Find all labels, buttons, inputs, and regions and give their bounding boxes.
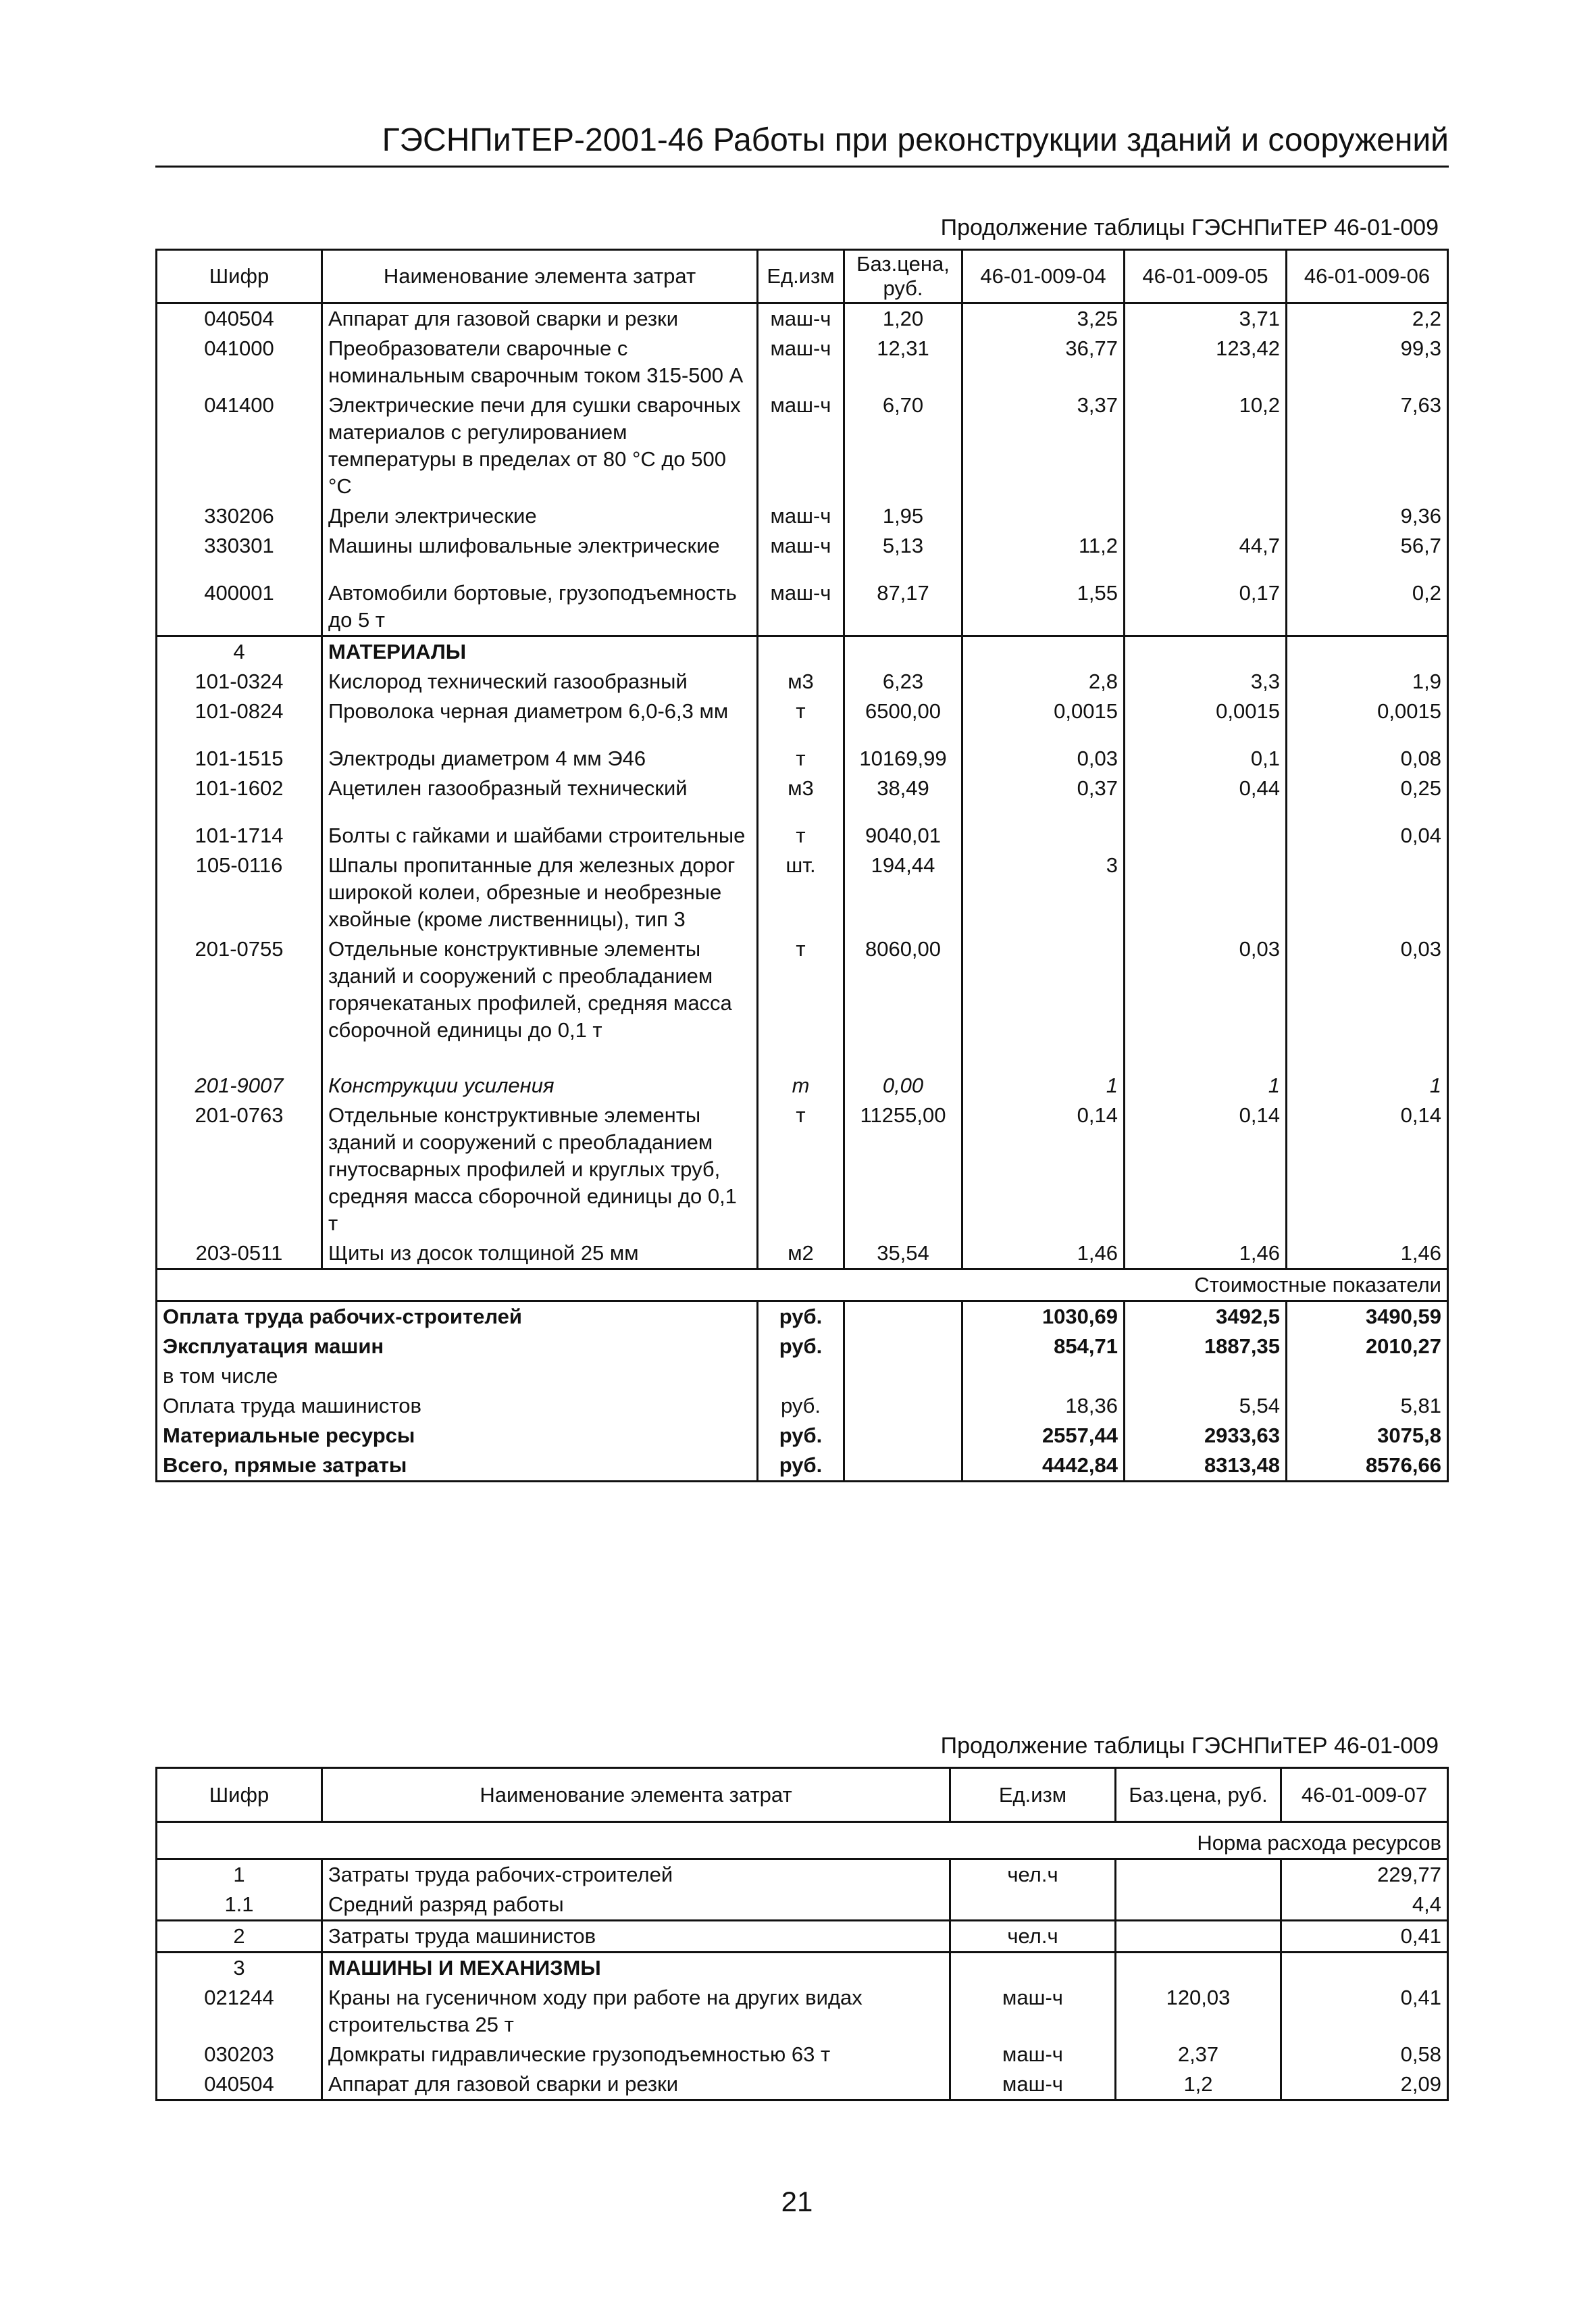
table-row: [157, 2040, 1448, 2069]
cell-v1: 3: [962, 851, 1125, 934]
cell-name: Кислород технический газообразный: [322, 667, 758, 697]
resource-norm-band: [157, 1822, 1448, 1859]
header-price: Баз.цена, руб.: [844, 250, 962, 303]
cell-price: 0,00: [844, 1045, 962, 1101]
cell-v1: 0,58: [1281, 2040, 1448, 2069]
cell-code: 330301: [157, 531, 322, 561]
cell-v1: 1: [962, 1045, 1125, 1101]
summary-v2: 5,54: [1125, 1391, 1287, 1421]
summary-v1: [962, 1361, 1125, 1391]
cell-code: 203-0511: [157, 1238, 322, 1269]
cell-v3: 0,2: [1287, 561, 1448, 636]
cell-price: 11255,00: [844, 1101, 962, 1238]
cell-v2: [1125, 851, 1287, 934]
summary-label: Оплата труда рабочих-строителей: [157, 1301, 758, 1332]
table-row: [157, 697, 1448, 726]
page-header: ГЭСНПиТЕР-2001-46 Работы при реконструкции зданий и сооружений: [382, 122, 1449, 158]
section-code: 3: [157, 1953, 322, 1984]
cell-v2: 0,03: [1125, 934, 1287, 1045]
cell-price: 5,13: [844, 531, 962, 561]
cell-code: 101-0324: [157, 667, 322, 697]
table-row: [157, 334, 1448, 391]
table-row: [157, 774, 1448, 803]
cell-code: 041000: [157, 334, 322, 391]
header-col-06: 46-01-009-06: [1287, 250, 1448, 303]
cell-v2: 10,2: [1125, 391, 1287, 501]
table-row: [157, 2069, 1448, 2101]
table-row: [157, 1983, 1448, 2040]
table2-caption: Продолжение таблицы ГЭСНПиТЕР 46-01-009: [940, 1733, 1439, 1759]
cell-v3: 9,36: [1287, 501, 1448, 531]
table-row: [157, 667, 1448, 697]
cell-code: 101-1515: [157, 726, 322, 774]
cell-v1: 0,03: [962, 726, 1125, 774]
cell-v1: 0,37: [962, 774, 1125, 803]
summary-row: [157, 1361, 1448, 1391]
cell-name: Отдельные конструктивные элементы зданий и сооружений с преобладанием гнутосварных профилей и круглых труб, средняя масса сборочной единицы до 0,1 т: [322, 1101, 758, 1238]
cell-name: Конструкции усиления: [322, 1045, 758, 1101]
cell-v3: 7,63: [1287, 391, 1448, 501]
cell-price: 8060,00: [844, 934, 962, 1045]
cell-unit: т: [758, 803, 844, 851]
cell-unit: т: [758, 697, 844, 726]
cell-price: 12,31: [844, 334, 962, 391]
band-label: Стоимостные показатели: [157, 1269, 1448, 1301]
table-row: [157, 531, 1448, 561]
cell-v2: 1,46: [1125, 1238, 1287, 1269]
cell-price: 2,37: [1116, 2040, 1281, 2069]
cell-unit: т: [758, 726, 844, 774]
cell-name: Аппарат для газовой сварки и резки: [322, 2069, 950, 2101]
cell-price: 120,03: [1116, 1983, 1281, 2040]
cell-code: 2: [157, 1921, 322, 1953]
cell-name: Затраты труда рабочих-строителей: [322, 1859, 950, 1890]
table2-header-row: [157, 1768, 1448, 1822]
cell-code: 040504: [157, 303, 322, 334]
cell-unit: маш-ч: [758, 303, 844, 334]
table-row: [157, 561, 1448, 636]
header-col-05: 46-01-009-05: [1125, 250, 1287, 303]
cell-code: 021244: [157, 1983, 322, 2040]
cell-unit: м3: [758, 774, 844, 803]
summary-v3: 3075,8: [1287, 1421, 1448, 1451]
header-code: Шифр: [157, 250, 322, 303]
cell-price: 38,49: [844, 774, 962, 803]
summary-label: Всего, прямые затраты: [157, 1451, 758, 1482]
summary-unit: руб.: [758, 1421, 844, 1451]
cell-code: 101-1714: [157, 803, 322, 851]
cell-name: Отдельные конструктивные элементы зданий и сооружений с преобладанием горячекатаных профилей, средняя масса сборочной единицы до 0,1 т: [322, 934, 758, 1045]
summary-v3: 2010,27: [1287, 1332, 1448, 1361]
cell-v2: 0,17: [1125, 561, 1287, 636]
cell-name: Шпалы пропитанные для железных дорог широкой колеи, обрезные и необрезные хвойные (кроме лиственницы), тип 3: [322, 851, 758, 934]
header-name: Наименование элемента затрат: [322, 1768, 950, 1822]
summary-v1: 854,71: [962, 1332, 1125, 1361]
cell-v1: 229,77: [1281, 1859, 1448, 1890]
cell-v1: 0,41: [1281, 1921, 1448, 1953]
cell-v1: 36,77: [962, 334, 1125, 391]
cell-name: Затраты труда машинистов: [322, 1921, 950, 1953]
cell-v2: [1125, 501, 1287, 531]
cell-unit: т: [758, 934, 844, 1045]
cell-unit: маш-ч: [758, 391, 844, 501]
cell-unit: маш-ч: [758, 501, 844, 531]
cell-v2: 3,3: [1125, 667, 1287, 697]
summary-row: [157, 1451, 1448, 1482]
cell-price: [1116, 1890, 1281, 1921]
summary-v1: 1030,69: [962, 1301, 1125, 1332]
cell-name: Средний разряд работы: [322, 1890, 950, 1921]
summary-v2: 8313,48: [1125, 1451, 1287, 1482]
cell-v3: 1,9: [1287, 667, 1448, 697]
cell-v3: 56,7: [1287, 531, 1448, 561]
header-price: Баз.цена, руб.: [1116, 1768, 1281, 1822]
cell-v1: 3,37: [962, 391, 1125, 501]
cell-price: [1116, 1921, 1281, 1953]
table-row: [157, 726, 1448, 774]
cell-v3: 1,46: [1287, 1238, 1448, 1269]
cell-name: Автомобили бортовые, грузоподъемность до 5 т: [322, 561, 758, 636]
header-unit: Ед.изм: [758, 250, 844, 303]
summary-v2: 1887,35: [1125, 1332, 1287, 1361]
cell-code: 105-0116: [157, 851, 322, 934]
cell-v1: 0,41: [1281, 1983, 1448, 2040]
cell-price: 35,54: [844, 1238, 962, 1269]
cell-name: Дрели электрические: [322, 501, 758, 531]
cell-v3: 1: [1287, 1045, 1448, 1101]
table-row: [157, 851, 1448, 934]
cell-unit: т: [758, 1045, 844, 1101]
header-unit: Ед.изм: [950, 1768, 1116, 1822]
cell-v3: 0,14: [1287, 1101, 1448, 1238]
cell-code: 201-0755: [157, 934, 322, 1045]
cell-v3: [1287, 851, 1448, 934]
header-col-04: 46-01-009-04: [962, 250, 1125, 303]
table1-header-row: [157, 250, 1448, 303]
table2: [155, 1767, 1449, 2101]
cell-name: Домкраты гидравлические грузоподъемностью 63 т: [322, 2040, 950, 2069]
cell-unit: чел.ч: [950, 1859, 1116, 1890]
cell-name: Проволока черная диаметром 6,0-6,3 мм: [322, 697, 758, 726]
summary-row: [157, 1421, 1448, 1451]
cell-v3: 0,04: [1287, 803, 1448, 851]
table-row: [157, 391, 1448, 501]
cell-v1: 1,55: [962, 561, 1125, 636]
summary-v1: 2557,44: [962, 1421, 1125, 1451]
cell-price: 10169,99: [844, 726, 962, 774]
summary-unit: руб.: [758, 1451, 844, 1482]
summary-unit: руб.: [758, 1301, 844, 1332]
cell-unit: шт.: [758, 851, 844, 934]
header-name: Наименование элемента затрат: [322, 250, 758, 303]
cell-code: 1: [157, 1859, 322, 1890]
summary-unit: руб.: [758, 1391, 844, 1421]
cell-v3: 2,2: [1287, 303, 1448, 334]
cell-name: Аппарат для газовой сварки и резки: [322, 303, 758, 334]
cell-price: [1116, 1859, 1281, 1890]
table-row: [157, 1238, 1448, 1269]
cell-code: 330206: [157, 501, 322, 531]
cell-v1: 1,46: [962, 1238, 1125, 1269]
summary-label: Оплата труда машинистов: [157, 1391, 758, 1421]
summary-v3: 3490,59: [1287, 1301, 1448, 1332]
cell-name: Преобразователи сварочные с номинальным сварочным током 315-500 А: [322, 334, 758, 391]
cell-unit: маш-ч: [758, 334, 844, 391]
summary-unit: [758, 1361, 844, 1391]
cell-price: 6,23: [844, 667, 962, 697]
cell-price: 9040,01: [844, 803, 962, 851]
cell-unit: маш-ч: [758, 561, 844, 636]
cell-unit: т: [758, 1101, 844, 1238]
table-row: [157, 1921, 1448, 1953]
summary-v1: 18,36: [962, 1391, 1125, 1421]
summary-unit: руб.: [758, 1332, 844, 1361]
cell-price: 6,70: [844, 391, 962, 501]
cell-unit: маш-ч: [950, 2040, 1116, 2069]
cell-v1: [962, 803, 1125, 851]
cell-v3: 0,25: [1287, 774, 1448, 803]
cell-name: Ацетилен газообразный технический: [322, 774, 758, 803]
cell-price: 1,2: [1116, 2069, 1281, 2101]
cell-unit: м3: [758, 667, 844, 697]
cell-code: 400001: [157, 561, 322, 636]
table-row: [157, 1890, 1448, 1921]
table-row: [157, 501, 1448, 531]
cell-v2: 44,7: [1125, 531, 1287, 561]
table1: [155, 249, 1449, 1482]
page-number: 21: [781, 2186, 813, 2217]
cost-indicators-band: [157, 1269, 1448, 1301]
table-row: [157, 934, 1448, 1045]
summary-v3: 8576,66: [1287, 1451, 1448, 1482]
section-title: МАТЕРИАЛЫ: [322, 636, 758, 668]
cell-v1: 0,0015: [962, 697, 1125, 726]
cell-unit: м2: [758, 1238, 844, 1269]
cell-v1: 3,25: [962, 303, 1125, 334]
band-label: Норма расхода ресурсов: [157, 1822, 1448, 1859]
header-code: Шифр: [157, 1768, 322, 1822]
cell-name: Машины шлифовальные электрические: [322, 531, 758, 561]
cell-v2: [1125, 803, 1287, 851]
cell-v1: [962, 501, 1125, 531]
summary-label: Эксплуатация машин: [157, 1332, 758, 1361]
cell-unit: маш-ч: [950, 1983, 1116, 2040]
cell-v2: 0,44: [1125, 774, 1287, 803]
cell-v1: 0,14: [962, 1101, 1125, 1238]
section-row-materials: [157, 636, 1448, 668]
header-rule: [155, 166, 1449, 168]
summary-v2: 2933,63: [1125, 1421, 1287, 1451]
cell-price: 1,95: [844, 501, 962, 531]
cell-v3: 0,03: [1287, 934, 1448, 1045]
cell-code: 030203: [157, 2040, 322, 2069]
table1-caption: Продолжение таблицы ГЭСНПиТЕР 46-01-009: [940, 215, 1439, 241]
summary-v3: [1287, 1361, 1448, 1391]
table-row: [157, 1101, 1448, 1238]
cell-v3: 99,3: [1287, 334, 1448, 391]
cell-v2: 3,71: [1125, 303, 1287, 334]
cell-name: Электрические печи для сушки сварочных материалов с регулированием температуры в пределах от 80 °С до 500 °С: [322, 391, 758, 501]
cell-price: 1,20: [844, 303, 962, 334]
summary-row: [157, 1391, 1448, 1421]
cell-v1: [962, 934, 1125, 1045]
cell-v2: 0,1: [1125, 726, 1287, 774]
summary-v2: [1125, 1361, 1287, 1391]
cell-v1: 2,8: [962, 667, 1125, 697]
cell-v1: 11,2: [962, 531, 1125, 561]
cell-name: Краны на гусеничном ходу при работе на других видах строительства 25 т: [322, 1983, 950, 2040]
cell-code: 101-1602: [157, 774, 322, 803]
cell-unit: маш-ч: [758, 531, 844, 561]
cell-v2: 123,42: [1125, 334, 1287, 391]
cell-unit: [950, 1890, 1116, 1921]
summary-v2: 3492,5: [1125, 1301, 1287, 1332]
cell-v1: 2,09: [1281, 2069, 1448, 2101]
summary-v1: 4442,84: [962, 1451, 1125, 1482]
summary-row: [157, 1301, 1448, 1332]
cell-v2: 0,14: [1125, 1101, 1287, 1238]
cell-code: 1.1: [157, 1890, 322, 1921]
cell-v2: 0,0015: [1125, 697, 1287, 726]
section-code: 4: [157, 636, 322, 668]
table-row: [157, 303, 1448, 334]
cell-code: 101-0824: [157, 697, 322, 726]
summary-v3: 5,81: [1287, 1391, 1448, 1421]
cell-code: 201-0763: [157, 1101, 322, 1238]
cell-v2: 1: [1125, 1045, 1287, 1101]
cell-code: 201-9007: [157, 1045, 322, 1101]
cell-v1: 4,4: [1281, 1890, 1448, 1921]
summary-label: в том числе: [157, 1361, 758, 1391]
cell-name: Болты с гайками и шайбами строительные: [322, 803, 758, 851]
cell-name: Щиты из досок толщиной 25 мм: [322, 1238, 758, 1269]
table-row: [157, 1045, 1448, 1101]
cell-price: 87,17: [844, 561, 962, 636]
cell-code: 041400: [157, 391, 322, 501]
summary-label: Материальные ресурсы: [157, 1421, 758, 1451]
table-row: [157, 1859, 1448, 1890]
section-title: МАШИНЫ И МЕХАНИЗМЫ: [322, 1953, 950, 1984]
cell-unit: маш-ч: [950, 2069, 1116, 2101]
cell-unit: чел.ч: [950, 1921, 1116, 1953]
cell-code: 040504: [157, 2069, 322, 2101]
cell-price: 194,44: [844, 851, 962, 934]
cell-name: Электроды диаметром 4 мм Э46: [322, 726, 758, 774]
cell-v3: 0,08: [1287, 726, 1448, 774]
summary-row: [157, 1332, 1448, 1361]
cell-v3: 0,0015: [1287, 697, 1448, 726]
table-row: [157, 803, 1448, 851]
header-col-07: 46-01-009-07: [1281, 1768, 1448, 1822]
section-row-machines: [157, 1953, 1448, 1984]
cell-price: 6500,00: [844, 697, 962, 726]
